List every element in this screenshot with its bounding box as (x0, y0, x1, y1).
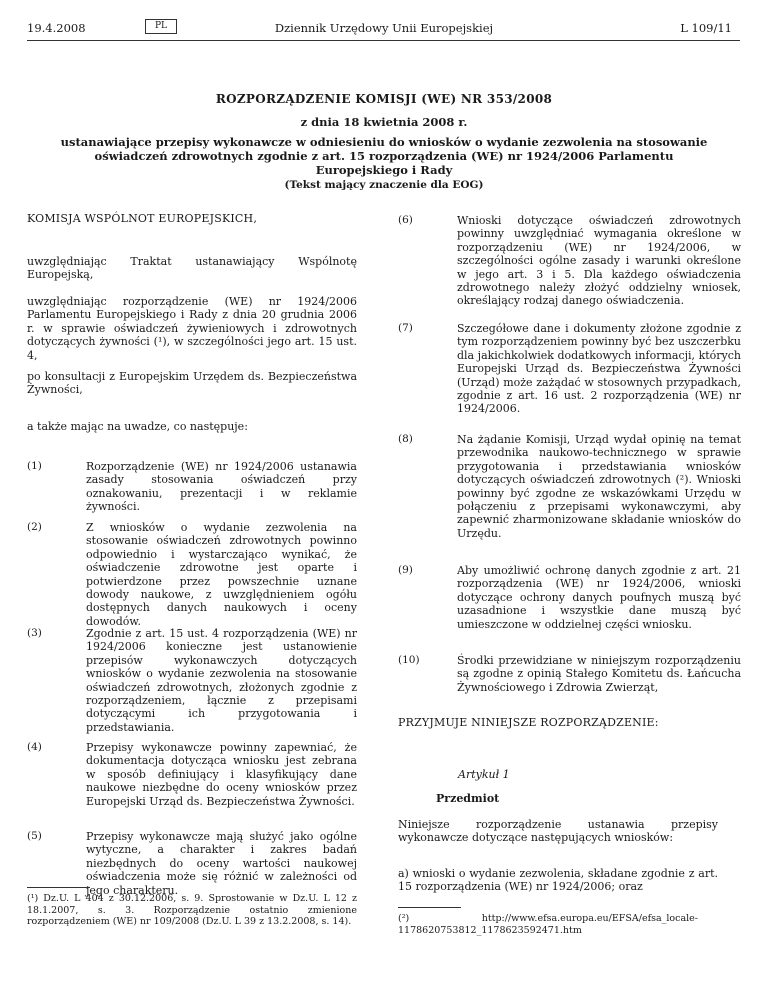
language-badge: PL (145, 19, 177, 34)
whereas-intro: a także mając na uwadze, co następuje: (27, 420, 248, 433)
recital-number: (10) (398, 654, 420, 666)
recital-text: Przepisy wykonawcze powinny zapewniać, że dokumentacja dotycząca wniosku jest zebrana w sposób definiujący i klasyfikujący dane naukowe niezbędne do oceny wniosków przez Europejski Urząd ds. Bezpieczeństwa Żywności. (86, 741, 357, 808)
regulation-citation: uwzględniając rozporządzenie (WE) nr 1924/2006 Parlamentu Europejskiego i Rady z dnia 20 grudnia 2006 r. w sprawie oświadczeń żywieniowych i zdrowotnych dotyczących żywności (¹), w szczególności jego art. 15 ust. 4, (27, 295, 357, 362)
footnote-2: (²) http://www.efsa.europa.eu/EFSA/efsa_locale-1178620753812_1178623592471.htm (398, 913, 698, 936)
recital-number: (9) (398, 564, 413, 576)
footnote-rule (27, 887, 90, 888)
recital-text: Środki przewidziane w niniejszym rozporządzeniu są zgodne z opinią Stałego Komitetu ds. Łańcucha Żywnościowego i Zdrowia Zwierząt, (457, 654, 741, 694)
footnote-rule (398, 907, 461, 908)
header-rule (27, 40, 740, 41)
header-date: 19.4.2008 (27, 21, 86, 35)
recital-number: (2) (27, 521, 42, 533)
eea-relevance: (Tekst mający znaczenie dla EOG) (284, 179, 484, 191)
regulation-subject: ustanawiające przepisy wykonawcze w odniesieniu do wniosków o wydanie zezwolenia na stosowanie oświadczeń zdrowotnych zgodnie z art. 15 rozporządzenia (WE) nr 1924/2006 Parlamentu Europejskiego i Rady (60, 135, 708, 177)
footnote-1: (¹) Dz.U. L 404 z 30.12.2006, s. 9. Sprostowanie w Dz.U. L 12 z 18.1.2007, s. 3. Rozporządzenie ostatnio zmienione rozporządzeniem (WE) nr 109/2008 (Dz.U. L 39 z 13.2.2008, s. 14). (27, 893, 357, 927)
recital-text: Z wniosków o wydanie zezwolenia na stosowanie oświadczeń zdrowotnych powinno odpowiednio i wystarczająco wynikać, że oświadczenie zdrowotne jest oparte i potwierdzone przez powszechnie uznane dowody naukowe, z uwzględnieniem ogółu dostępnych danych naukowych i oceny dowodów. (86, 521, 357, 628)
recital-text: Przepisy wykonawcze mają służyć jako ogólne wytyczne, a charakter i zakres badań niezbędnych do oceny wartości naukowej oświadczenia może się różnić w zależności od jego charakteru. (86, 830, 357, 897)
recital-number: (4) (27, 741, 42, 753)
journal-title: Dziennik Urzędowy Unii Europejskiej (274, 21, 494, 35)
regulation-title: ROZPORZĄDZENIE KOMISJI (WE) NR 353/2008 (215, 92, 553, 106)
recital-number: (1) (27, 460, 42, 472)
recital-text: Aby umożliwić ochronę danych zgodnie z art. 21 rozporządzenia (WE) nr 1924/2006, wnioski dotyczące ochrony danych poufnych muszą być uzasadnione i wszystkie dane muszą być umieszczone w oddzielnej części wniosku. (457, 564, 741, 631)
consultation-citation: po konsultacji z Europejskim Urzędem ds. Bezpieczeństwa Żywności, (27, 370, 357, 397)
commission-heading: KOMISJA WSPÓLNOT EUROPEJSKICH, (27, 212, 258, 225)
recital-text: Na żądanie Komisji, Urząd wydał opinię na temat przewodnika naukowo-technicznego w sprawie przygotowania i przedstawiania wniosków dotyczących oświadczeń zdrowotnych (²). Wnioski powinny być zgodne ze wskazówkami Urzędu w połączeniu z przepisami wykonawczymi, aby zapewnić zharmonizowane składanie wniosków do Urzędu. (457, 433, 741, 540)
article-item-a: a) wnioski o wydanie zezwolenia, składane zgodnie z art. 15 rozporządzenia (WE) nr 1924/2006; oraz (398, 867, 718, 894)
recital-number: (8) (398, 433, 413, 445)
article-label: Artykuł 1 (458, 768, 510, 781)
recital-text: Szczegółowe dane i dokumenty złożone zgodnie z tym rozporządzeniem powinny być bez uszczerbku dla jakichkolwiek dodatkowych informacji, których Europejski Urząd ds. Bezpieczeństwa Żywności (Urząd) może zażądać w stosownych przypadkach, zgodnie z art. 16 ust. 2 rozporządzenia (WE) nr 1924/2006. (457, 322, 741, 416)
regulation-date: z dnia 18 kwietnia 2008 r. (300, 115, 468, 129)
recital-number: (5) (27, 830, 42, 842)
recital-number: (7) (398, 322, 413, 334)
article-title: Przedmiot (436, 792, 500, 805)
article-text: Niniejsze rozporządzenie ustanawia przepisy wykonawcze dotyczące następujących wniosków: (398, 818, 718, 845)
recital-text: Wnioski dotyczące oświadczeń zdrowotnych powinny uwzględniać wymagania określone w rozporządzeniu (WE) nr 1924/2006, w szczególności ogólne zasady i warunki określone w jego art. 3 i 5. Dla każdego oświadczenia zdrowotnego należy złożyć oddzielny wniosek, określający rodzaj danego oświadczenia. (457, 214, 741, 308)
page-number: L 109/11 (680, 21, 732, 35)
recital-number: (3) (27, 627, 42, 639)
recital-text: Rozporządzenie (WE) nr 1924/2006 ustanawia zasady stosowania oświadczeń przy oznakowaniu, prezentacji i w reklamie żywności. (86, 460, 357, 514)
recital-number: (6) (398, 214, 413, 226)
adoption-formula: PRZYJMUJE NINIEJSZE ROZPORZĄDZENIE: (398, 716, 659, 729)
treaty-citation: uwzględniając Traktat ustanawiający Wspólnotę Europejską, (27, 255, 357, 282)
recital-text: Zgodnie z art. 15 ust. 4 rozporządzenia (WE) nr 1924/2006 konieczne jest ustanowienie przepisów wykonawczych dotyczących wniosków o wydanie zezwolenia na stosowanie oświadczeń zdrowotnych, złożonych zgodnie z rozporządzeniem, łącznie z przepisami dotyczącymi ich przygotowania i przedstawiania. (86, 627, 357, 734)
